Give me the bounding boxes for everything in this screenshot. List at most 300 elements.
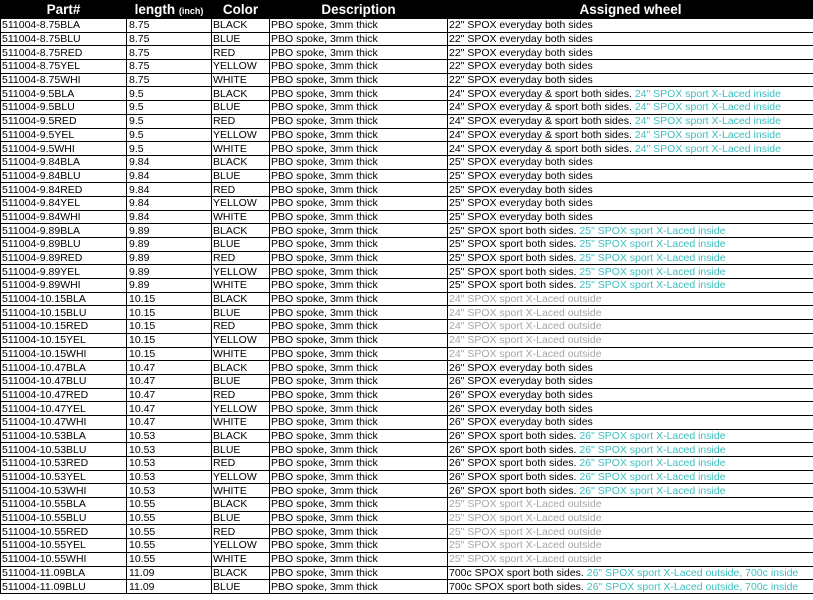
cell-part: 511004-9.89RED <box>1 251 127 265</box>
cell-color: WHITE <box>212 347 270 361</box>
cell-length: 10.55 <box>127 552 212 566</box>
cell-length: 10.53 <box>127 443 212 457</box>
table-row <box>1 511 813 525</box>
cell-color: WHITE <box>212 484 270 498</box>
table-row <box>1 333 813 347</box>
wheel-main: 24" SPOX everyday & sport both sides. <box>449 115 632 128</box>
cell-color: BLACK <box>212 87 270 101</box>
cell-length: 10.53 <box>127 484 212 498</box>
wheel-note: 25" SPOX sport X-Laced inside <box>579 279 726 292</box>
cell-color: BLACK <box>212 19 270 33</box>
cell-part: 511004-9.84BLA <box>1 155 127 169</box>
wheel-main: 25" SPOX everyday both sides <box>449 169 593 182</box>
cell-description: PBO spoke, 3mm thick <box>270 46 448 60</box>
cell-color: RED <box>212 183 270 197</box>
cell-color: BLACK <box>212 224 270 238</box>
cell-color: WHITE <box>212 415 270 429</box>
cell-part: 511004-9.89BLU <box>1 238 127 252</box>
wheel-note: 25" SPOX sport X-Laced inside <box>579 238 726 251</box>
wheel-main: 25" SPOX sport X-Laced outside <box>449 498 602 511</box>
cell-description: PBO spoke, 3mm thick <box>270 279 448 293</box>
cell-description: PBO spoke, 3mm thick <box>270 73 448 87</box>
cell-part: 511004-10.55WHI <box>1 552 127 566</box>
cell-color: BLUE <box>212 443 270 457</box>
cell-wheel <box>448 196 813 210</box>
cell-color: WHITE <box>212 210 270 224</box>
cell-description: PBO spoke, 3mm thick <box>270 306 448 320</box>
header-length-label: length <box>134 2 176 17</box>
wheel-note: 26" SPOX sport X-Laced outside, 700c inside <box>586 566 799 579</box>
cell-description: PBO spoke, 3mm thick <box>270 484 448 498</box>
cell-part: 511004-10.47BLU <box>1 374 127 388</box>
cell-part: 511004-10.15RED <box>1 320 127 334</box>
cell-part: 511004-10.47WHI <box>1 415 127 429</box>
cell-part: 511004-9.5WHI <box>1 142 127 156</box>
cell-part: 511004-11.09BLA <box>1 566 127 580</box>
wheel-main: 24" SPOX everyday & sport both sides. <box>449 142 632 155</box>
table-row <box>1 498 813 512</box>
table-row <box>1 539 813 553</box>
cell-description: PBO spoke, 3mm thick <box>270 265 448 279</box>
cell-description: PBO spoke, 3mm thick <box>270 32 448 46</box>
cell-color: BLACK <box>212 498 270 512</box>
wheel-main: 25" SPOX sport X-Laced outside <box>449 525 602 538</box>
wheel-main: 26" SPOX everyday both sides <box>449 388 593 401</box>
cell-length: 9.84 <box>127 169 212 183</box>
cell-length: 9.5 <box>127 101 212 115</box>
table-row <box>1 46 813 60</box>
cell-length: 9.5 <box>127 142 212 156</box>
cell-part: 511004-9.84RED <box>1 183 127 197</box>
wheel-note: 26" SPOX sport X-Laced outside, 700c inside <box>586 580 799 593</box>
cell-description: PBO spoke, 3mm thick <box>270 333 448 347</box>
wheel-note: 24" SPOX sport X-Laced inside <box>634 128 781 141</box>
cell-description: PBO spoke, 3mm thick <box>270 183 448 197</box>
cell-length: 10.47 <box>127 374 212 388</box>
cell-wheel <box>448 361 813 375</box>
cell-part: 511004-9.89YEL <box>1 265 127 279</box>
cell-length: 10.55 <box>127 498 212 512</box>
cell-part: 511004-10.53YEL <box>1 470 127 484</box>
wheel-note: 24" SPOX sport X-Laced inside <box>634 142 781 155</box>
wheel-main: 26" SPOX sport both sides. <box>449 457 577 470</box>
cell-part: 511004-8.75BLU <box>1 32 127 46</box>
cell-color: BLACK <box>212 155 270 169</box>
cell-part: 511004-10.55BLU <box>1 511 127 525</box>
wheel-main: 22" SPOX everyday both sides <box>449 74 593 87</box>
header-color: Color <box>212 1 270 19</box>
wheel-main: 26" SPOX sport both sides. <box>449 484 577 497</box>
cell-wheel <box>448 87 813 101</box>
cell-part: 511004-10.47BLA <box>1 361 127 375</box>
table-row <box>1 415 813 429</box>
wheel-main: 22" SPOX everyday both sides <box>449 46 593 59</box>
cell-description: PBO spoke, 3mm thick <box>270 498 448 512</box>
cell-color: RED <box>212 388 270 402</box>
wheel-note: 25" SPOX sport X-Laced inside <box>579 224 726 237</box>
cell-color: BLACK <box>212 361 270 375</box>
cell-description: PBO spoke, 3mm thick <box>270 511 448 525</box>
cell-description: PBO spoke, 3mm thick <box>270 128 448 142</box>
cell-length: 8.75 <box>127 19 212 33</box>
wheel-main: 24" SPOX sport X-Laced outside <box>449 347 602 360</box>
wheel-main: 24" SPOX sport X-Laced outside <box>449 320 602 333</box>
wheel-main: 26" SPOX sport both sides. <box>449 471 577 484</box>
cell-length: 9.89 <box>127 265 212 279</box>
cell-color: YELLOW <box>212 470 270 484</box>
wheel-main: 26" SPOX sport both sides. <box>449 429 577 442</box>
cell-part: 511004-10.53BLA <box>1 429 127 443</box>
cell-wheel <box>448 306 813 320</box>
wheel-note: 26" SPOX sport X-Laced inside <box>579 471 726 484</box>
cell-color: BLUE <box>212 32 270 46</box>
cell-wheel <box>448 552 813 566</box>
wheel-note: 24" SPOX sport X-Laced inside <box>634 101 781 114</box>
wheel-main: 26" SPOX everyday both sides <box>449 361 593 374</box>
cell-description: PBO spoke, 3mm thick <box>270 210 448 224</box>
cell-wheel <box>448 498 813 512</box>
table-row <box>1 60 813 74</box>
cell-color: BLUE <box>212 306 270 320</box>
cell-wheel <box>448 443 813 457</box>
table-row <box>1 155 813 169</box>
cell-color: RED <box>212 114 270 128</box>
cell-color: BLACK <box>212 292 270 306</box>
cell-part: 511004-8.75WHI <box>1 73 127 87</box>
cell-description: PBO spoke, 3mm thick <box>270 402 448 416</box>
wheel-main: 24" SPOX everyday & sport both sides. <box>449 128 632 141</box>
wheel-main: 22" SPOX everyday both sides <box>449 33 593 46</box>
wheel-main: 25" SPOX everyday both sides <box>449 197 593 210</box>
cell-description: PBO spoke, 3mm thick <box>270 361 448 375</box>
cell-part: 511004-9.84BLU <box>1 169 127 183</box>
header-wheel: Assigned wheel <box>448 1 813 19</box>
table-row <box>1 265 813 279</box>
table-row <box>1 443 813 457</box>
cell-length: 10.53 <box>127 470 212 484</box>
cell-wheel <box>448 238 813 252</box>
cell-part: 511004-8.75BLA <box>1 19 127 33</box>
cell-description: PBO spoke, 3mm thick <box>270 457 448 471</box>
cell-description: PBO spoke, 3mm thick <box>270 415 448 429</box>
cell-description: PBO spoke, 3mm thick <box>270 580 448 594</box>
cell-color: YELLOW <box>212 539 270 553</box>
table-row <box>1 19 813 33</box>
table-row <box>1 361 813 375</box>
wheel-main: 25" SPOX sport both sides. <box>449 279 577 292</box>
table-row <box>1 224 813 238</box>
cell-color: BLACK <box>212 429 270 443</box>
wheel-main: 26" SPOX everyday both sides <box>449 375 593 388</box>
cell-description: PBO spoke, 3mm thick <box>270 101 448 115</box>
table-row <box>1 374 813 388</box>
cell-wheel <box>448 415 813 429</box>
cell-color: BLUE <box>212 374 270 388</box>
cell-wheel <box>448 429 813 443</box>
cell-wheel <box>448 251 813 265</box>
cell-description: PBO spoke, 3mm thick <box>270 443 448 457</box>
cell-color: YELLOW <box>212 265 270 279</box>
cell-color: WHITE <box>212 279 270 293</box>
cell-wheel <box>448 457 813 471</box>
wheel-note: 24" SPOX sport X-Laced inside <box>634 115 781 128</box>
wheel-note: 25" SPOX sport X-Laced inside <box>579 252 726 265</box>
cell-length: 10.53 <box>127 429 212 443</box>
table-row <box>1 525 813 539</box>
cell-length: 10.55 <box>127 539 212 553</box>
cell-part: 511004-8.75YEL <box>1 60 127 74</box>
cell-description: PBO spoke, 3mm thick <box>270 169 448 183</box>
wheel-main: 24" SPOX everyday & sport both sides. <box>449 101 632 114</box>
cell-part: 511004-10.15WHI <box>1 347 127 361</box>
cell-wheel <box>448 484 813 498</box>
cell-wheel <box>448 101 813 115</box>
cell-wheel <box>448 580 813 594</box>
cell-wheel <box>448 114 813 128</box>
cell-length: 9.89 <box>127 238 212 252</box>
cell-part: 511004-9.84WHI <box>1 210 127 224</box>
table-row <box>1 210 813 224</box>
wheel-note: 26" SPOX sport X-Laced inside <box>579 457 726 470</box>
wheel-note: 26" SPOX sport X-Laced inside <box>579 484 726 497</box>
cell-wheel <box>448 525 813 539</box>
wheel-main: 26" SPOX sport both sides. <box>449 443 577 456</box>
cell-part: 511004-11.09BLU <box>1 580 127 594</box>
table-row <box>1 306 813 320</box>
cell-color: YELLOW <box>212 402 270 416</box>
wheel-main: 25" SPOX everyday both sides <box>449 156 593 169</box>
cell-color: WHITE <box>212 73 270 87</box>
cell-description: PBO spoke, 3mm thick <box>270 224 448 238</box>
cell-color: YELLOW <box>212 333 270 347</box>
cell-color: RED <box>212 457 270 471</box>
cell-description: PBO spoke, 3mm thick <box>270 374 448 388</box>
table-row <box>1 320 813 334</box>
wheel-main: 24" SPOX sport X-Laced outside <box>449 293 602 306</box>
header-length-unit: (inch) <box>178 6 204 16</box>
cell-wheel <box>448 19 813 33</box>
cell-length: 9.5 <box>127 128 212 142</box>
cell-length: 10.55 <box>127 511 212 525</box>
cell-part: 511004-10.53BLU <box>1 443 127 457</box>
cell-description: PBO spoke, 3mm thick <box>270 155 448 169</box>
table-row <box>1 484 813 498</box>
cell-length: 9.84 <box>127 210 212 224</box>
cell-description: PBO spoke, 3mm thick <box>270 347 448 361</box>
header-row <box>1 1 813 19</box>
cell-part: 511004-9.89WHI <box>1 279 127 293</box>
cell-description: PBO spoke, 3mm thick <box>270 566 448 580</box>
wheel-main: 25" SPOX sport both sides. <box>449 265 577 278</box>
cell-part: 511004-9.5RED <box>1 114 127 128</box>
table-row <box>1 114 813 128</box>
header-length <box>127 1 212 19</box>
cell-description: PBO spoke, 3mm thick <box>270 552 448 566</box>
cell-wheel <box>448 32 813 46</box>
cell-description: PBO spoke, 3mm thick <box>270 470 448 484</box>
table-row <box>1 73 813 87</box>
header-part: Part# <box>1 1 127 19</box>
wheel-main: 25" SPOX sport both sides. <box>449 224 577 237</box>
cell-length: 8.75 <box>127 73 212 87</box>
cell-part: 511004-10.15BLA <box>1 292 127 306</box>
wheel-main: 25" SPOX sport both sides. <box>449 238 577 251</box>
wheel-main: 25" SPOX everyday both sides <box>449 183 593 196</box>
cell-length: 9.84 <box>127 196 212 210</box>
cell-description: PBO spoke, 3mm thick <box>270 388 448 402</box>
cell-description: PBO spoke, 3mm thick <box>270 196 448 210</box>
cell-color: BLUE <box>212 238 270 252</box>
cell-length: 10.15 <box>127 347 212 361</box>
table-row <box>1 128 813 142</box>
cell-wheel <box>448 388 813 402</box>
cell-color: RED <box>212 525 270 539</box>
wheel-main: 24" SPOX sport X-Laced outside <box>449 334 602 347</box>
cell-wheel <box>448 128 813 142</box>
wheel-note: 25" SPOX sport X-Laced inside <box>579 265 726 278</box>
cell-wheel <box>448 320 813 334</box>
cell-length: 10.53 <box>127 457 212 471</box>
cell-description: PBO spoke, 3mm thick <box>270 320 448 334</box>
table-row <box>1 429 813 443</box>
cell-wheel <box>448 60 813 74</box>
cell-wheel <box>448 292 813 306</box>
table-row <box>1 347 813 361</box>
table-row <box>1 183 813 197</box>
cell-color: BLUE <box>212 511 270 525</box>
cell-length: 10.15 <box>127 292 212 306</box>
cell-wheel <box>448 374 813 388</box>
table-row <box>1 470 813 484</box>
table-row <box>1 279 813 293</box>
table-row <box>1 238 813 252</box>
cell-color: RED <box>212 46 270 60</box>
cell-length: 10.15 <box>127 320 212 334</box>
cell-wheel <box>448 333 813 347</box>
cell-length: 10.47 <box>127 361 212 375</box>
cell-wheel <box>448 402 813 416</box>
wheel-main: 25" SPOX everyday both sides <box>449 210 593 223</box>
cell-wheel <box>448 470 813 484</box>
cell-color: BLACK <box>212 566 270 580</box>
cell-description: PBO spoke, 3mm thick <box>270 114 448 128</box>
wheel-main: 700c SPOX sport both sides. <box>449 566 584 579</box>
cell-wheel <box>448 210 813 224</box>
cell-wheel <box>448 73 813 87</box>
cell-part: 511004-9.89BLA <box>1 224 127 238</box>
cell-length: 10.15 <box>127 333 212 347</box>
table-row <box>1 402 813 416</box>
cell-color: WHITE <box>212 552 270 566</box>
header-description: Description <box>270 1 448 19</box>
cell-description: PBO spoke, 3mm thick <box>270 19 448 33</box>
cell-part: 511004-8.75RED <box>1 46 127 60</box>
cell-wheel <box>448 46 813 60</box>
table-row <box>1 580 813 594</box>
cell-length: 11.09 <box>127 566 212 580</box>
cell-length: 8.75 <box>127 46 212 60</box>
cell-length: 11.09 <box>127 580 212 594</box>
cell-description: PBO spoke, 3mm thick <box>270 251 448 265</box>
wheel-main: 26" SPOX everyday both sides <box>449 416 593 429</box>
wheel-main: 25" SPOX sport X-Laced outside <box>449 512 602 525</box>
table-row <box>1 87 813 101</box>
cell-part: 511004-10.55YEL <box>1 539 127 553</box>
cell-wheel <box>448 566 813 580</box>
cell-description: PBO spoke, 3mm thick <box>270 238 448 252</box>
cell-part: 511004-10.47RED <box>1 388 127 402</box>
cell-part: 511004-10.55RED <box>1 525 127 539</box>
table-row <box>1 169 813 183</box>
cell-part: 511004-9.5BLA <box>1 87 127 101</box>
cell-color: WHITE <box>212 142 270 156</box>
cell-length: 9.89 <box>127 279 212 293</box>
cell-wheel <box>448 279 813 293</box>
cell-color: YELLOW <box>212 128 270 142</box>
cell-part: 511004-10.53WHI <box>1 484 127 498</box>
wheel-main: 22" SPOX everyday both sides <box>449 60 593 73</box>
cell-wheel <box>448 155 813 169</box>
cell-length: 10.55 <box>127 525 212 539</box>
cell-length: 9.5 <box>127 87 212 101</box>
table-row <box>1 196 813 210</box>
cell-color: YELLOW <box>212 196 270 210</box>
cell-part: 511004-10.53RED <box>1 457 127 471</box>
table-row <box>1 552 813 566</box>
wheel-main: 26" SPOX everyday both sides <box>449 402 593 415</box>
table-row <box>1 388 813 402</box>
cell-description: PBO spoke, 3mm thick <box>270 525 448 539</box>
cell-part: 511004-9.5BLU <box>1 101 127 115</box>
cell-length: 10.47 <box>127 388 212 402</box>
cell-color: YELLOW <box>212 60 270 74</box>
cell-description: PBO spoke, 3mm thick <box>270 429 448 443</box>
cell-length: 10.15 <box>127 306 212 320</box>
wheel-main: 700c SPOX sport both sides. <box>449 580 584 593</box>
cell-length: 8.75 <box>127 32 212 46</box>
cell-wheel <box>448 224 813 238</box>
cell-description: PBO spoke, 3mm thick <box>270 142 448 156</box>
wheel-main: 25" SPOX sport both sides. <box>449 252 577 265</box>
cell-wheel <box>448 183 813 197</box>
table-row <box>1 101 813 115</box>
cell-length: 10.47 <box>127 415 212 429</box>
wheel-main: 24" SPOX sport X-Laced outside <box>449 306 602 319</box>
cell-wheel <box>448 347 813 361</box>
cell-length: 8.75 <box>127 60 212 74</box>
cell-color: BLUE <box>212 101 270 115</box>
cell-part: 511004-10.15YEL <box>1 333 127 347</box>
cell-color: RED <box>212 251 270 265</box>
cell-wheel <box>448 169 813 183</box>
cell-description: PBO spoke, 3mm thick <box>270 292 448 306</box>
wheel-main: 25" SPOX sport X-Laced outside <box>449 539 602 552</box>
cell-color: BLUE <box>212 169 270 183</box>
wheel-note: 26" SPOX sport X-Laced inside <box>579 443 726 456</box>
cell-part: 511004-10.47YEL <box>1 402 127 416</box>
table-row <box>1 32 813 46</box>
cell-length: 9.84 <box>127 155 212 169</box>
cell-description: PBO spoke, 3mm thick <box>270 60 448 74</box>
cell-wheel <box>448 539 813 553</box>
cell-length: 9.5 <box>127 114 212 128</box>
cell-description: PBO spoke, 3mm thick <box>270 87 448 101</box>
cell-part: 511004-10.15BLU <box>1 306 127 320</box>
wheel-main: 22" SPOX everyday both sides <box>449 19 593 32</box>
cell-length: 9.89 <box>127 224 212 238</box>
table-row <box>1 142 813 156</box>
cell-part: 511004-9.5YEL <box>1 128 127 142</box>
